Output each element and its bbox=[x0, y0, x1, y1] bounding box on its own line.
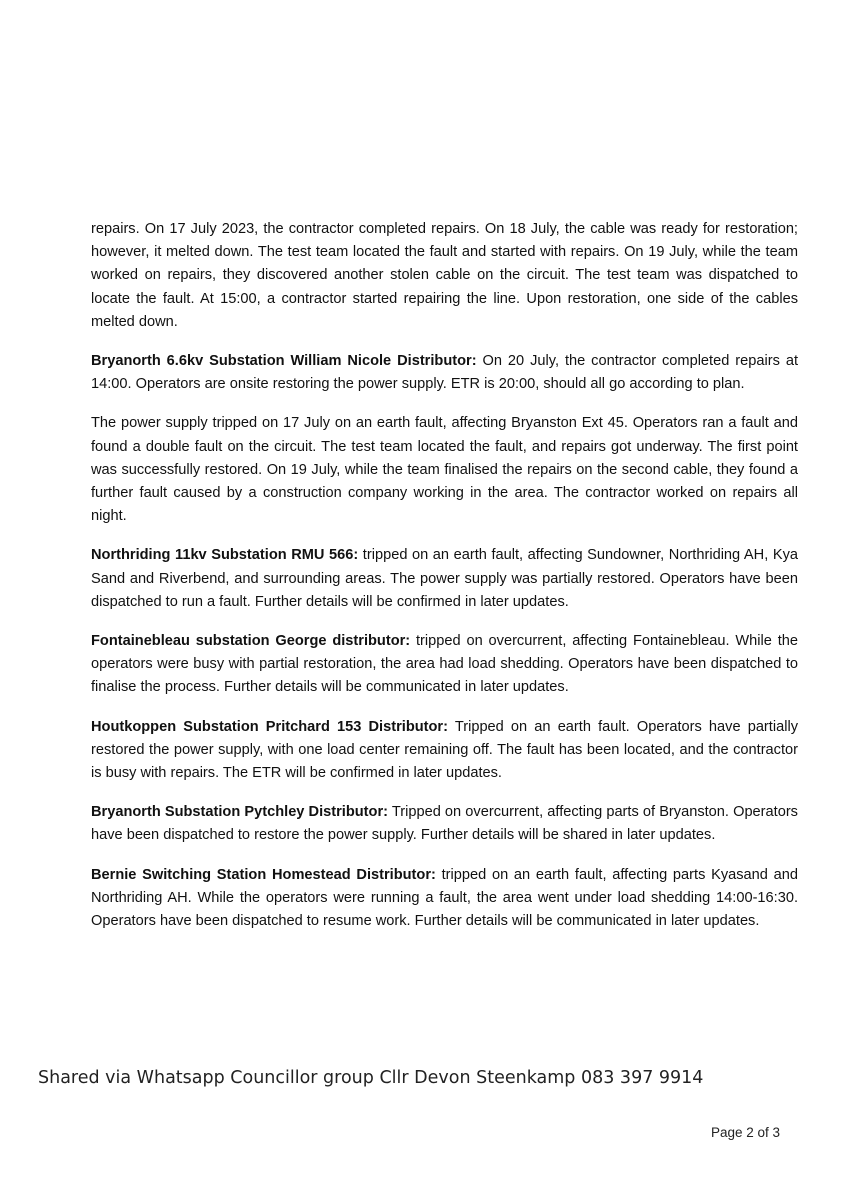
document-body bbox=[91, 218, 798, 949]
paragraph-heading: Bryanorth 6.6kv Substation William Nicole Distributor: bbox=[91, 353, 477, 370]
paragraph-text: tripped on an earth fault, affecting Sundowner, Northriding AH, Kya Sand and Riverbend, and surrounding areas. The power supply was partially restored. Operators have been dispatched to run a fault. Further details will be confirmed in later updates. bbox=[91, 547, 798, 610]
paragraph-text: repairs. On 17 July 2023, the contractor completed repairs. On 18 July, the cable was ready for restoration; however, it melted down. The test team located the fault and started with repairs. On 19 July, while the team worked on repairs, they discovered another stolen cable on the circuit. The test team was dispatched to locate the fault. At 15:00, a contractor started repairing the line. Upon restoration, one side of the cables melted down. bbox=[91, 221, 798, 330]
paragraph-bernie-homestead bbox=[91, 864, 798, 934]
paragraph-fontainebleau-george bbox=[91, 630, 798, 700]
paragraph-text: Tripped on overcurrent, affecting parts of Bryanston. Operators have been dispatched to restore the power supply. Further details will be shared in later updates. bbox=[91, 804, 798, 844]
paragraph-text: tripped on an earth fault, affecting parts Kyasand and Northriding AH. While the operators were running a fault, the area went under load shedding 14:00-16:30. Operators have been dispatched to resume work. Further details will be communicated in later updates. bbox=[91, 866, 798, 930]
paragraph-text: Tripped on an earth fault. Operators have partially restored the power supply, with one load center remaining off. The fault has been located, and the contractor is busy with repairs. The ETR will be confirmed in later updates. bbox=[91, 718, 798, 782]
paragraph-heading: Bernie Switching Station Homestead Distributor: bbox=[91, 866, 436, 883]
paragraph-continuation bbox=[91, 218, 798, 334]
paragraph-heading: Bryanorth Substation Pytchley Distributor: bbox=[91, 804, 388, 821]
paragraph-heading: Houtkoppen Substation Pritchard 153 Distributor: bbox=[91, 718, 448, 735]
page-number: Page 2 of 3 bbox=[711, 1125, 781, 1140]
paragraph-text: On 20 July, the contractor completed repairs at 14:00. Operators are onsite restoring the power supply. ETR is 20:00, should all go according to plan. bbox=[91, 353, 798, 393]
paragraph-text: tripped on overcurrent, affecting Fontainebleau. While the operators were busy with partial restoration, the area had load shedding. Operators have been dispatched to finalise the process. Further details will be communicated in later updates. bbox=[91, 633, 799, 696]
paragraph-heading: Northriding 11kv Substation RMU 566: bbox=[91, 547, 359, 564]
paragraph-bryanorth-william-nicole bbox=[91, 350, 798, 396]
paragraph-northriding-rmu566 bbox=[91, 544, 798, 614]
paragraph-text: The power supply tripped on 17 July on an earth fault, affecting Bryanston Ext 45. Operators ran a fault and found a double fault on the circuit. The test team located the fault, and repairs got underway. The first point was successfully restored. On 19 July, while the team finalised the repairs on the second cable, they found a further fault caused by a construction company working in the area. The contractor worked on repairs all night. bbox=[91, 415, 798, 525]
shared-via-note: Shared via Whatsapp Councillor group Cllr Devon Steenkamp 083 397 9914 bbox=[38, 1068, 704, 1088]
paragraph-heading: Fontainebleau substation George distributor: bbox=[91, 633, 411, 650]
paragraph-bryanorth-pytchley bbox=[91, 801, 798, 847]
paragraph-houtkoppen-pritchard bbox=[91, 716, 798, 786]
paragraph-bryanston-ext45 bbox=[91, 412, 798, 528]
